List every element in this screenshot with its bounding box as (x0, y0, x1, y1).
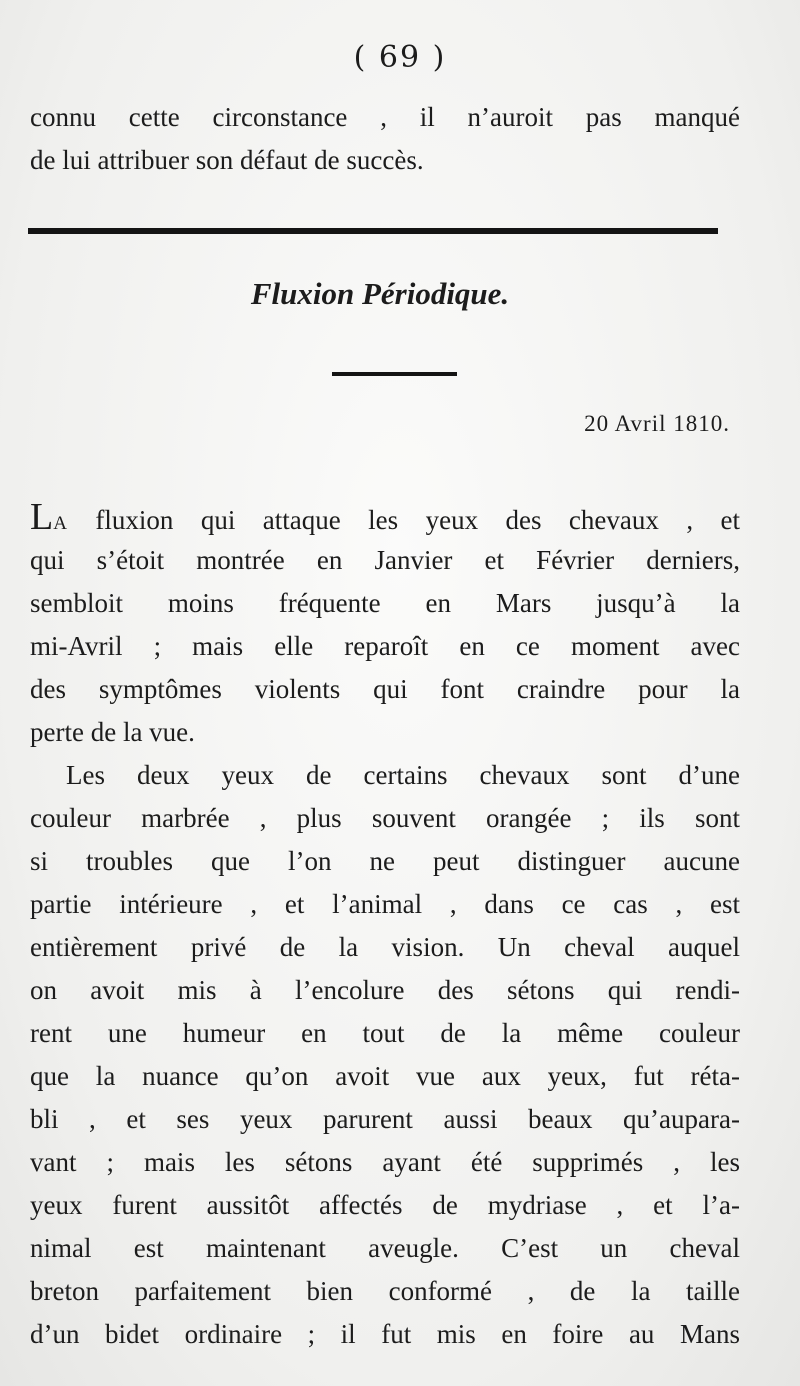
paragraph-line: on avoit mis à l’encolure des sétons qui rendi- (30, 975, 740, 1005)
page-number: ( 69 ) (353, 40, 447, 75)
paragraph-line: breton parfaitement bien conformé , de la taille (30, 1276, 740, 1306)
paragraph-line: si troubles que l’on ne peut distinguer aucune (30, 846, 740, 876)
paragraph-line: rent une humeur en tout de la même couleur (30, 1018, 740, 1048)
paragraph-line: bli , et ses yeux parurent aussi beaux qu’aupara- (30, 1104, 740, 1134)
paragraph-line: d’un bidet ordinaire ; il fut mis en foire au Mans (30, 1319, 740, 1349)
paragraph-line: Les deux yeux de certains chevaux sont d’une (66, 760, 740, 790)
paragraph-line: nimal est maintenant aveugle. C’est un cheval (30, 1233, 740, 1263)
small-capital: A (53, 513, 68, 534)
paragraph-line (30, 496, 740, 545)
paragraph-line: entièrement privé de la vision. Un cheval auquel (30, 932, 740, 962)
paragraph-line: qui s’étoit montrée en Janvier et Février derniers, (30, 545, 740, 575)
entry-date: 20 Avril 1810. (584, 411, 730, 436)
continuation-line: de lui attribuer son défaut de succès. (30, 145, 424, 175)
section-title: Fluxion Périodique. (250, 276, 510, 311)
title-underline (332, 372, 457, 376)
paragraph-line: yeux furent aussitôt affectés de mydriase , et l’a- (30, 1190, 740, 1220)
paragraph-line: perte de la vue. (30, 717, 195, 747)
first-line-text: fluxion qui attaque les yeux des chevaux , et (67, 505, 740, 535)
paragraph-line: vant ; mais les sétons ayant été supprimés , les (30, 1147, 740, 1177)
paragraph-line: couleur marbrée , plus souvent orangée ; ils sont (30, 803, 740, 833)
continuation-line: connu cette circonstance , il n’auroit pas manqué (30, 102, 740, 132)
section-divider (28, 228, 718, 234)
paragraph-line: partie intérieure , et l’animal , dans ce cas , est (30, 889, 740, 919)
paragraph-line: que la nuance qu’on avoit vue aux yeux, fut réta- (30, 1061, 740, 1091)
paragraph-line: mi-Avril ; mais elle reparoît en ce moment avec (30, 631, 740, 661)
paragraph-line: des symptômes violents qui font craindre pour la (30, 674, 740, 704)
drop-capital: L (30, 496, 54, 538)
paragraph-line: sembloit moins fréquente en Mars jusqu’à la (30, 588, 740, 618)
